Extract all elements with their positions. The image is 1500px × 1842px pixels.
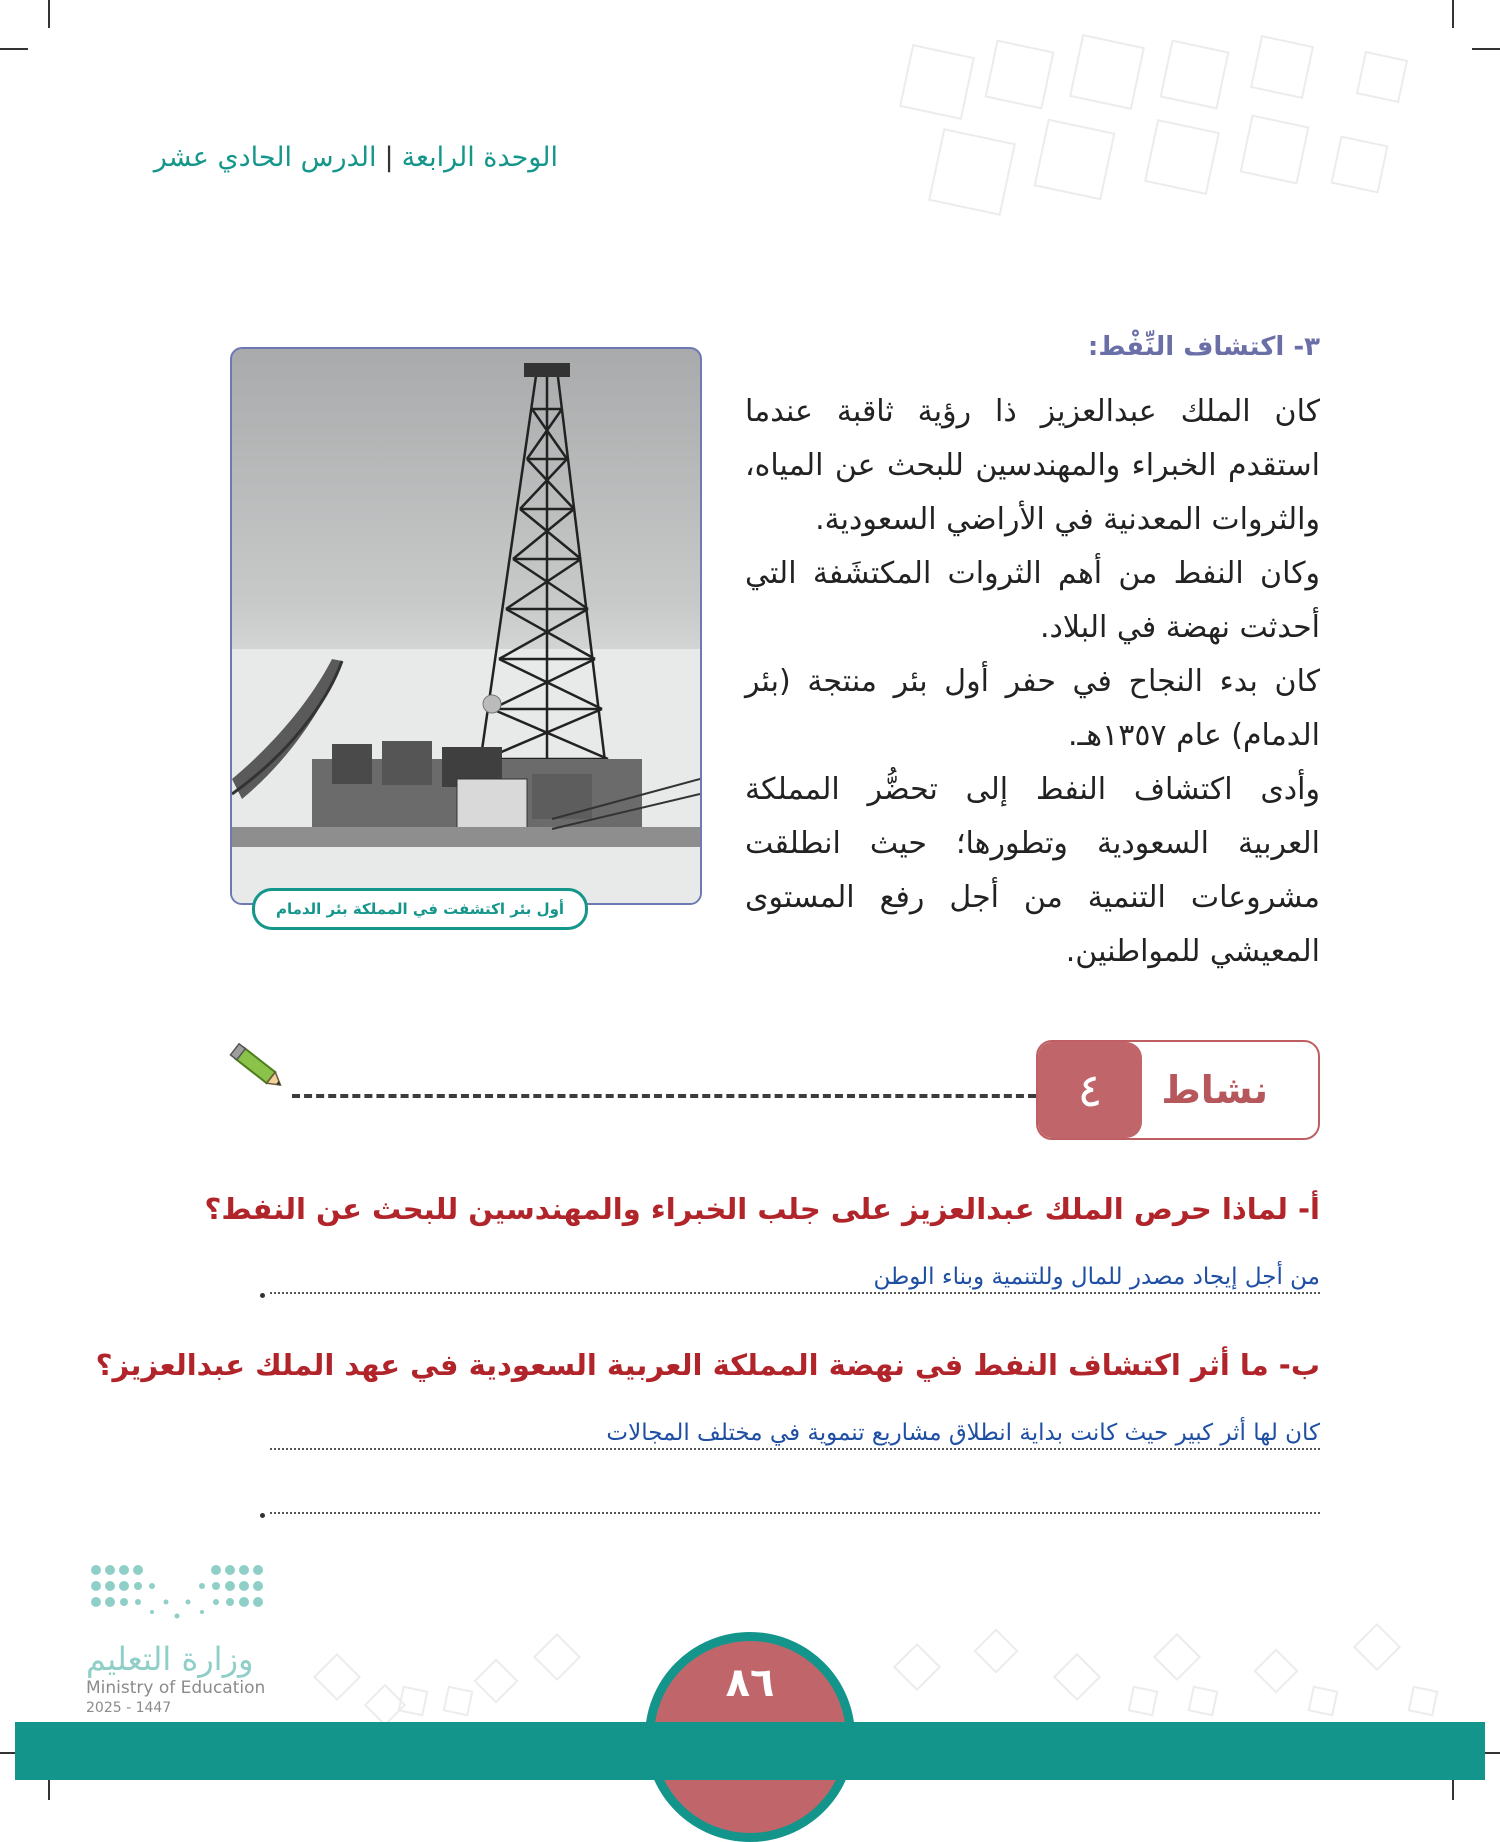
section-body bbox=[745, 385, 1320, 979]
answer-line-b-extra[interactable] bbox=[270, 1472, 1320, 1514]
paragraph: وأدى اكتشاف النفط إلى تحضُّر المملكة العربية السعودية وتطورها؛ حيث انطلقت مشروعات التنمية من أجل رفع المستوى المعيشي للمواطنين. bbox=[745, 772, 1320, 969]
crop-mark bbox=[0, 48, 28, 50]
page-number: ٨٦ bbox=[725, 1660, 775, 1706]
ministry-name-arabic: وزارة التعليم bbox=[86, 1640, 254, 1678]
paragraph: كان الملك عبدالعزيز ذا رؤية ثاقبة عندما استقدم الخبراء والمهندسين للبحث عن المياه، والثروات المعدنية في الأراضي السعودية. bbox=[745, 394, 1320, 537]
oil-rig-illustration bbox=[232, 349, 700, 903]
ministry-logo-dots bbox=[86, 1560, 276, 1630]
question-b: ب- ما أثر اكتشاف النفط في نهضة المملكة العربية السعودية في عهد الملك عبدالعزيز؟ bbox=[95, 1348, 1320, 1382]
edition-year: 2025 - 1447 bbox=[86, 1700, 172, 1716]
line-end-dot bbox=[260, 1513, 265, 1518]
ministry-name-english: Ministry of Education bbox=[86, 1678, 266, 1698]
header-separator: | bbox=[384, 142, 394, 173]
activity-label: نشاط bbox=[1161, 1068, 1268, 1112]
activity-number: ٤ bbox=[1038, 1042, 1142, 1138]
activity-divider bbox=[292, 1094, 1036, 1098]
activity-box bbox=[1036, 1040, 1320, 1140]
answer-line-a[interactable] bbox=[270, 1252, 1320, 1294]
crop-mark bbox=[48, 0, 50, 28]
question-a: أ- لماذا حرص الملك عبدالعزيز على جلب الخبراء والمهندسين للبحث عن النفط؟ bbox=[204, 1192, 1320, 1226]
answer-line-b[interactable] bbox=[270, 1408, 1320, 1450]
crop-mark bbox=[1452, 0, 1454, 28]
answer-a: من أجل إيجاد مصدر للمال وللتنمية وبناء الوطن bbox=[869, 1264, 1320, 1290]
unit-label: الوحدة الرابعة bbox=[401, 142, 558, 173]
lesson-label: الدرس الحادي عشر bbox=[153, 142, 377, 173]
line-end-dot bbox=[260, 1293, 265, 1298]
crop-mark bbox=[1472, 48, 1500, 50]
paragraph: وكان النفط من أهم الثروات المكتشَفة التي أحدثت نهضة في البلاد. bbox=[745, 556, 1320, 645]
answer-b: كان لها أثر كبير حيث كانت بداية انطلاق مشاريع تنموية في مختلف المجالات bbox=[602, 1420, 1320, 1446]
footer-band bbox=[15, 1722, 1485, 1780]
oil-rig-photo bbox=[230, 347, 702, 905]
pencil-icon bbox=[222, 1038, 292, 1098]
photo-caption: أول بئر اكتشفت في المملكة بئر الدمام bbox=[252, 888, 588, 930]
paragraph: كان بدء النجاح في حفر أول بئر منتجة (بئر الدمام) عام ١٣٥٧هـ. bbox=[745, 664, 1320, 753]
section-title: ٣- اكتشاف النِّفْط: bbox=[1087, 332, 1320, 362]
unit-lesson-header bbox=[154, 142, 558, 173]
